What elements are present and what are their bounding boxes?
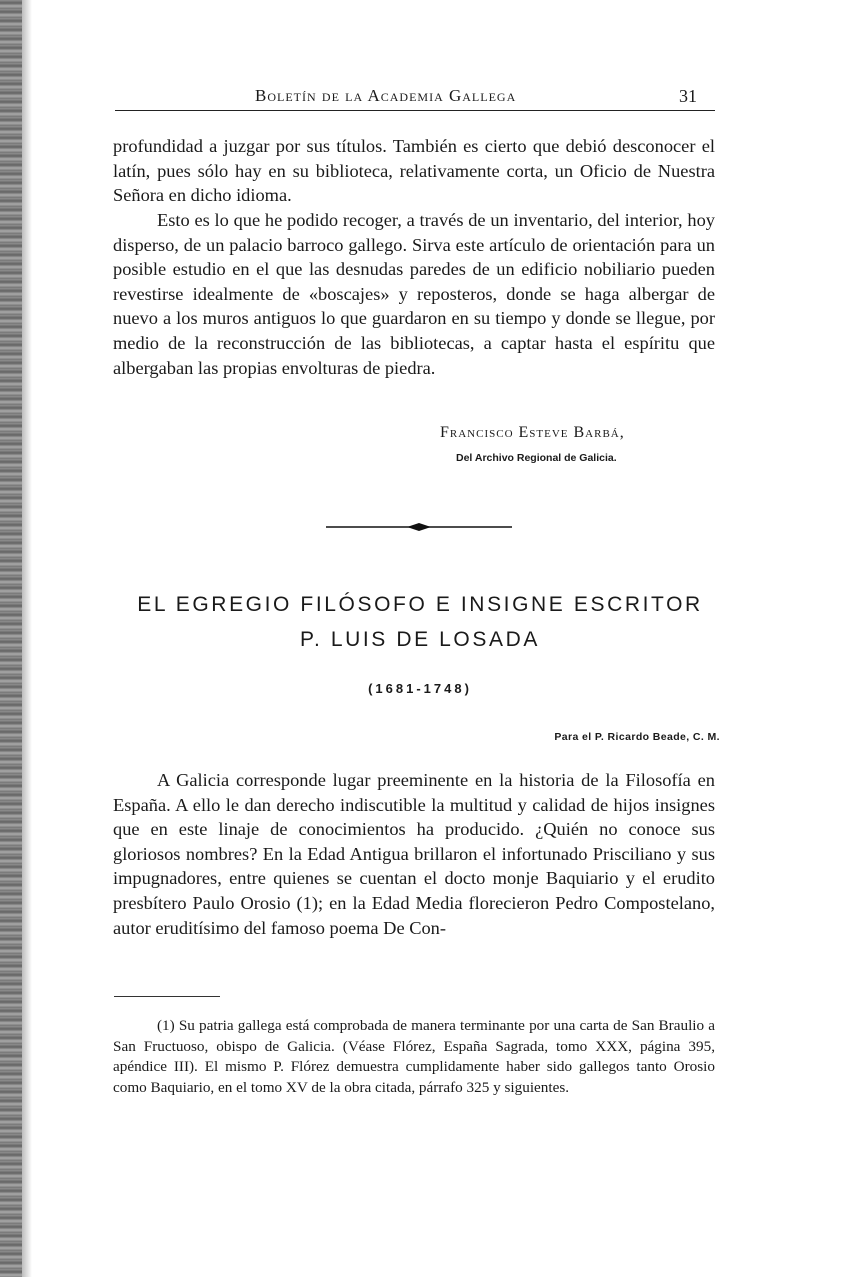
page-header (115, 84, 715, 111)
article-title-line-1: EL EGREGIO FILÓSOFO E INSIGNE ESCRITOR (137, 593, 703, 616)
divider-diamond (407, 523, 431, 531)
book-spine-edge (0, 0, 22, 1277)
dedication: Para el P. Ricardo Beade, C. M. (554, 731, 720, 743)
author-affiliation: Del Archivo Regional de Galicia. (456, 452, 617, 464)
running-title: Boletín de la Academia Gallega (255, 86, 517, 105)
article-title-line-2: P. LUIS DE LOSADA (300, 628, 540, 651)
page-number: 31 (679, 86, 697, 106)
footnote-rule (114, 996, 220, 997)
previous-article-paragraph: profundidad a juzgar por sus títulos. También es cierto que debió desconocer el latín, pues sólo hay en su biblioteca, relativamente corta, un Oficio de Nuestra Señora en dicho idioma. (113, 136, 715, 206)
footnote: (1) Su patria gallega está comprobada de manera terminante por una carta de San Braulio a San Fructuoso, obispo de Galicia. (Véase Flórez, España Sagrada, tomo XXX, página 395, apéndice III). El mismo P. Flórez demuestra cumplidamente haber sido gallegos tanto Orosio como Baquiario, en el tomo XV de la obra citada, párrafo 325 y siguientes. (113, 1017, 715, 1096)
gutter-shadow (22, 0, 32, 1277)
article-paragraph: A Galicia corresponde lugar preeminente en la historia de la Filosofía en España. A ello le dan derecho indiscutible la multitud y calidad de hijos insignes que en este linaje de conocimientos ha producido. ¿Quién no conoce sus gloriosos nombres? En la Edad Antigua brillaron el infortunado Prisciliano y sus impugnadores, entre quienes se cuentan el docto monje Baquiario y el erudito presbítero Paulo Orosio (1); en la Edad Media florecieron Pedro Compostelano, autor eruditísimo del famoso poema De Con- (113, 770, 715, 938)
article-years: (1681-1748) (368, 681, 472, 696)
author-signature: Francisco Esteve Barbá, (440, 424, 625, 441)
previous-article-paragraph: Esto es lo que he podido recoger, a través de un inventario, del interior, hoy disperso, de un palacio barroco gallego. Sirva este artículo de orientación para un posible estudio en el que las desnudas paredes de un edificio nobiliario pueden revestirse idealmente de «boscajes» y reposteros, donde se haga albergar de nuevo a los muros antiguos lo que guardaron en su tiempo y donde se llegue, por medio de la reconstrucción de las bibliotecas, a captar hasta el espíritu que albergaban las propias envolturas de piedra. (113, 210, 715, 378)
section-divider-ornament (326, 522, 512, 532)
